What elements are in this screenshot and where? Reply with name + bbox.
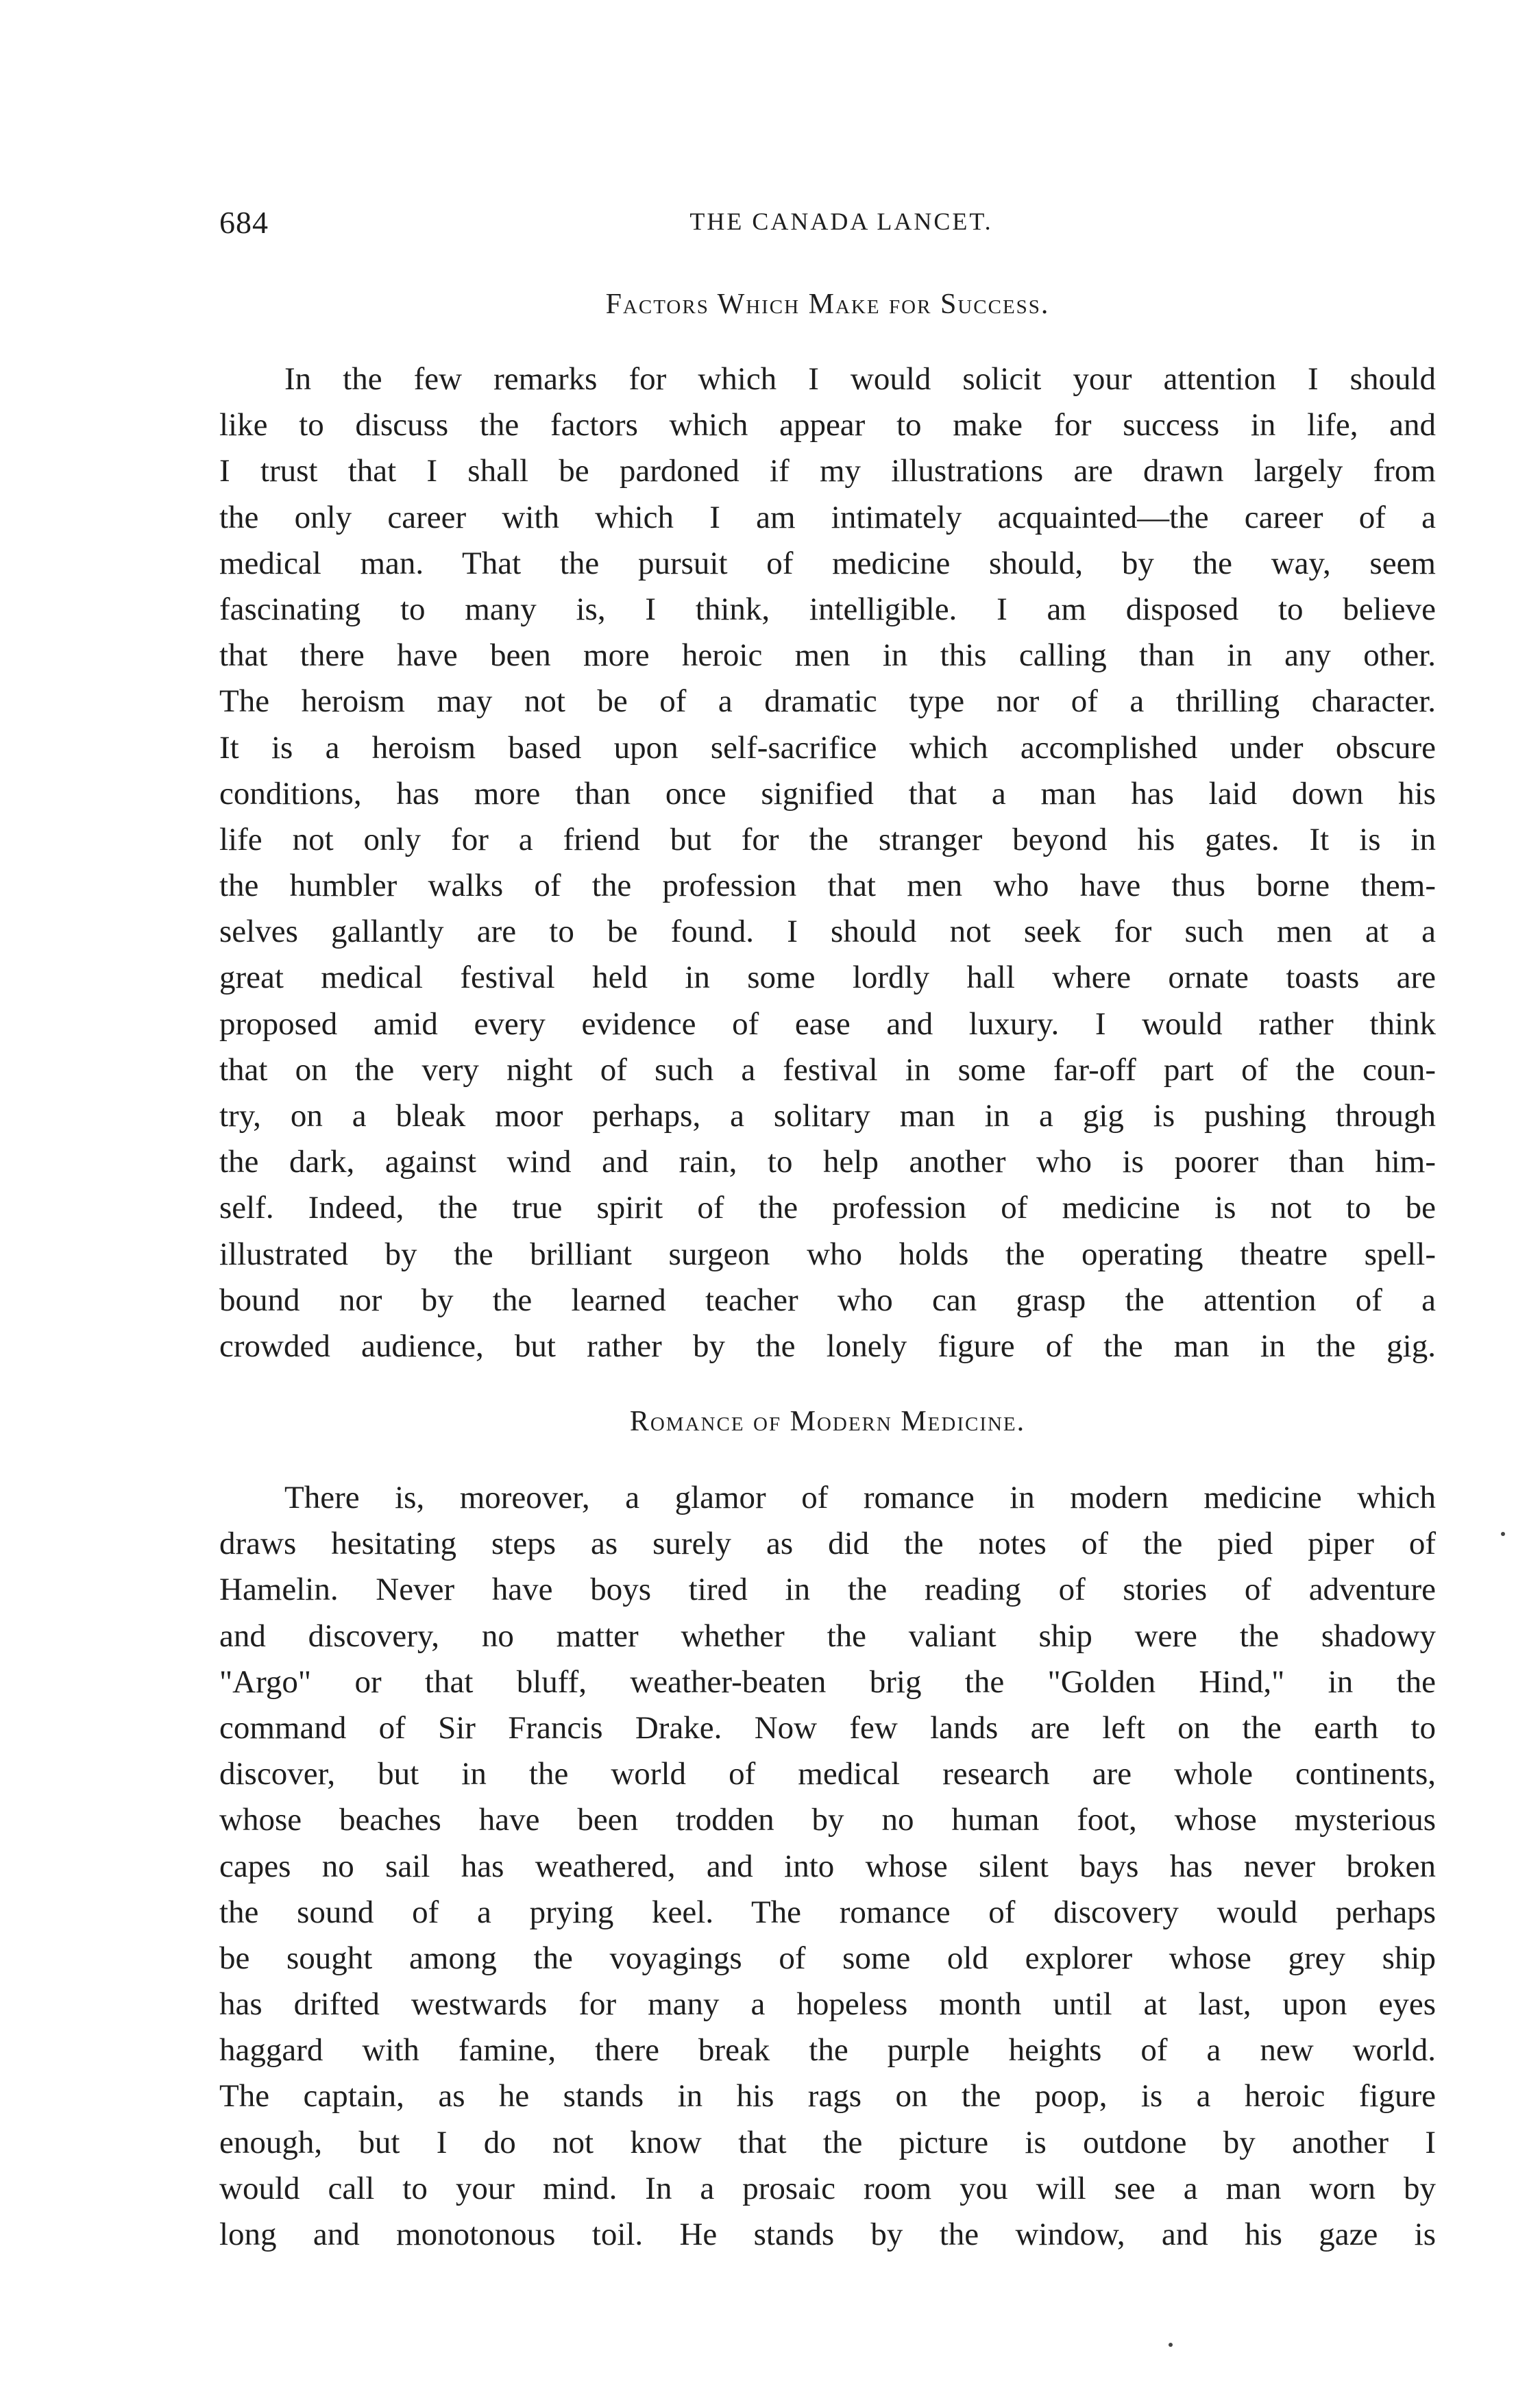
text-line: the humbler walks of the profession that men who have thus borne them-	[219, 868, 1436, 904]
page-number: 684	[219, 205, 269, 240]
section-heading: Romance of Modern Medicine.	[629, 1406, 1026, 1437]
text-line: try, on a bleak moor perhaps, a solitary man in a gig is pushing through	[219, 1098, 1436, 1134]
text-line: I trust that I shall be pardoned if my illustrations are drawn largely from	[219, 453, 1436, 489]
text-line: life not only for a friend but for the stranger beyond his gates. It is in	[219, 821, 1436, 857]
paragraph	[219, 356, 1436, 1369]
text-line: capes no sail has weathered, and into whose silent bays has never broken	[219, 1848, 1436, 1884]
running-head	[219, 204, 1436, 245]
scan-speck	[1169, 2343, 1173, 2347]
text-line: command of Sir Francis Drake. Now few lands are left on the earth to	[219, 1709, 1436, 1746]
text-line: In the few remarks for which I would solicit your attention I should	[284, 361, 1436, 397]
text-line: proposed amid every evidence of ease and luxury. I would rather think	[219, 1006, 1436, 1042]
text-line: the only career with which I am intimately acquainted—the career of a	[219, 499, 1436, 535]
text-line: selves gallantly are to be found. I should not seek for such men at a	[219, 914, 1436, 950]
text-line: like to discuss the factors which appear to make for success in life, and	[219, 407, 1436, 443]
text-line: that there have been more heroic men in this calling than in any other.	[219, 637, 1436, 674]
journal-title: THE CANADA LANCET.	[689, 208, 993, 235]
text-line: has drifted westwards for many a hopeless month until at last, upon eyes	[219, 1986, 1436, 2023]
text-line: There is, moreover, a glamor of romance in modern medicine which	[284, 1480, 1436, 1515]
text-line: that on the very night of such a festival in some far-off part of the coun-	[219, 1051, 1436, 1088]
text-line: long and monotonous toil. He stands by the window, and his gaze is	[219, 2217, 1436, 2252]
paragraph	[219, 1475, 1436, 2258]
text-line: discover, but in the world of medical research are whole continents,	[219, 1756, 1436, 1792]
text-line: bound nor by the learned teacher who can grasp the attention of a	[219, 1282, 1436, 1318]
text-line: conditions, has more than once signified that a man has laid down his	[219, 775, 1436, 812]
text-line: fascinating to many is, I think, intelligible. I am disposed to believe	[219, 591, 1436, 627]
section-heading: Factors Which Make for Success.	[605, 289, 1050, 320]
text-line: great medical festival held in some lordly hall where ornate toasts are	[219, 960, 1436, 996]
text-line: and discovery, no matter whether the valiant ship were the shadowy	[219, 1618, 1436, 1654]
text-line: illustrated by the brilliant surgeon who holds the operating theatre spell-	[219, 1236, 1436, 1272]
text-line: whose beaches have been trodden by no human foot, whose mysterious	[219, 1802, 1436, 1838]
text-line: self. Indeed, the true spirit of the profession of medicine is not to be	[219, 1190, 1436, 1226]
text-line: crowded audience, but rather by the lonely figure of the man in the gig.	[219, 1328, 1436, 1364]
text-line: draws hesitating steps as surely as did the notes of the pied piper of	[219, 1526, 1436, 1562]
text-line: "Argo" or that bluff, weather-beaten brig the "Golden Hind," in the	[219, 1663, 1436, 1700]
text-line: the sound of a prying keel. The romance of discovery would perhaps	[219, 1894, 1436, 1930]
scan-speck	[1501, 1532, 1505, 1536]
text-line: enough, but I do not know that the picture is outdone by another I	[219, 2124, 1436, 2160]
text-line: haggard with famine, there break the purple heights of a new world.	[219, 2032, 1436, 2069]
text-line: medical man. That the pursuit of medicine should, by the way, seem	[219, 545, 1436, 581]
text-line: would call to your mind. In a prosaic room you will see a man worn by	[219, 2170, 1436, 2206]
text-line: Hamelin. Never have boys tired in the reading of stories of adventure	[219, 1572, 1436, 1608]
text-line: the dark, against wind and rain, to help another who is poorer than him-	[219, 1144, 1436, 1180]
text-line: It is a heroism based upon self-sacrifice which accomplished under obscure	[219, 729, 1436, 766]
text-line: be sought among the voyagings of some old explorer whose grey ship	[219, 1940, 1436, 1976]
text-line: The captain, as he stands in his rags on the poop, is a heroic figure	[219, 2078, 1436, 2114]
text-line: The heroism may not be of a dramatic type nor of a thrilling character.	[219, 683, 1436, 720]
